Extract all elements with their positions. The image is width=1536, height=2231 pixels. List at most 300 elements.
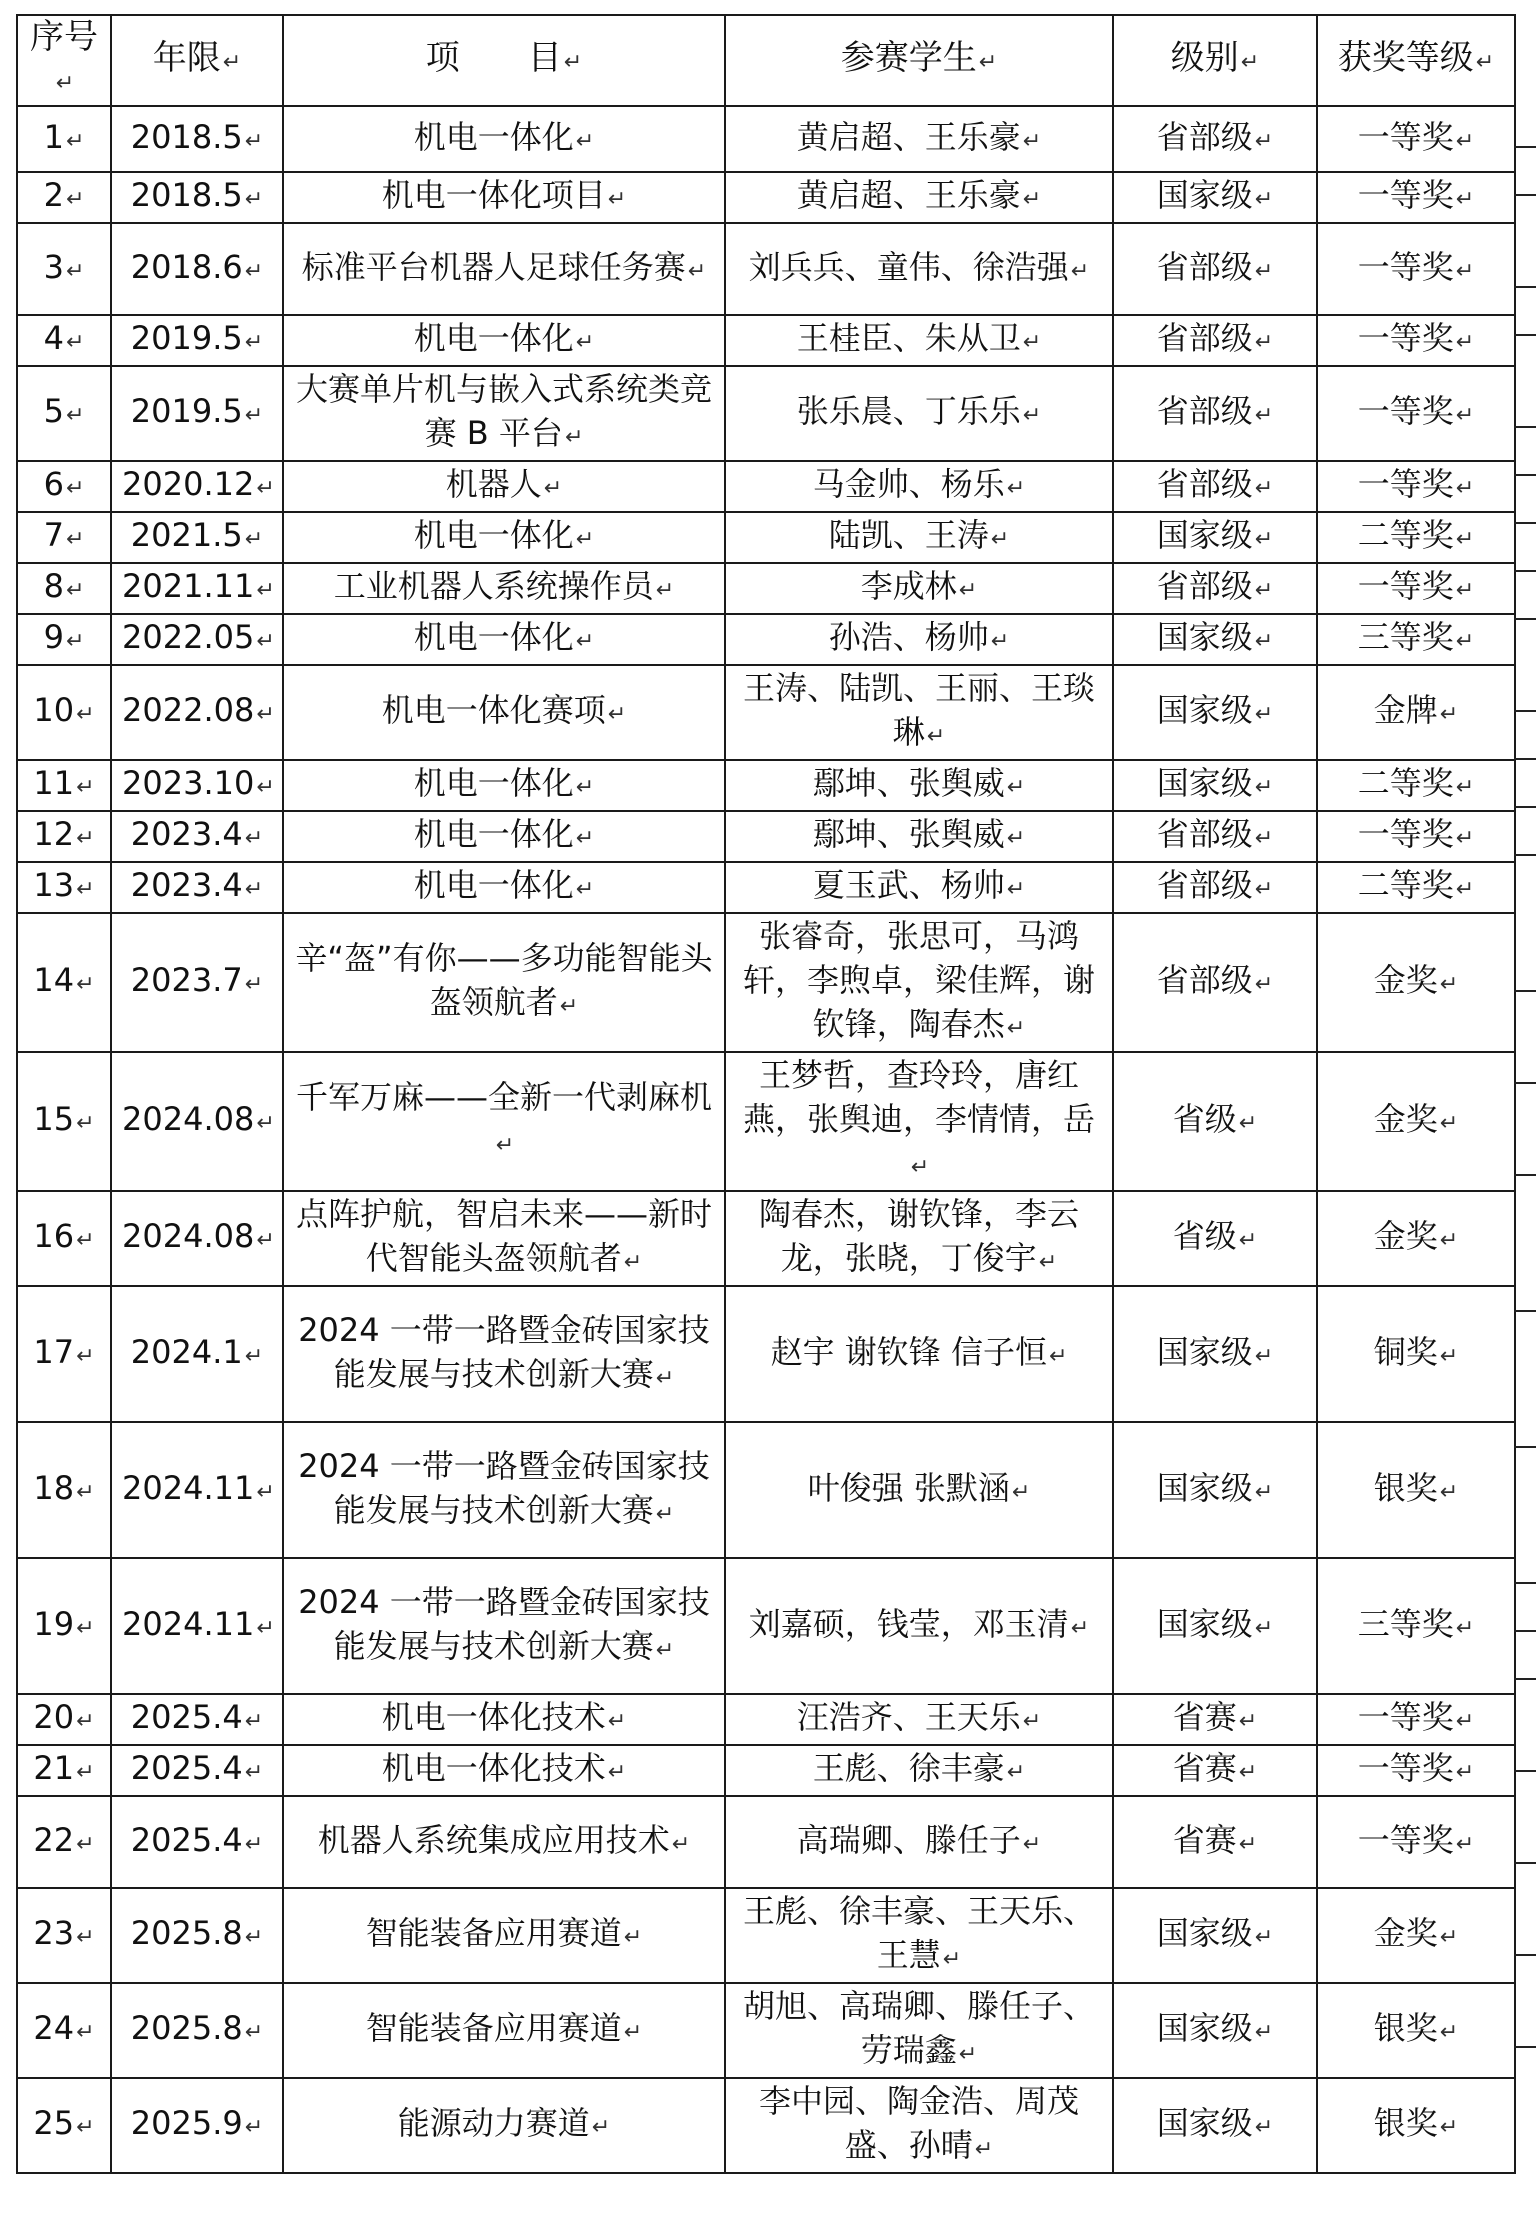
cell-students-text: 王梦哲，查玲玲，唐红燕，张舆迪，李情情，岳 xyxy=(742,1056,1095,1138)
paragraph-mark-icon: ↵ xyxy=(575,128,595,154)
cell-award-text: 金奖 xyxy=(1373,1217,1438,1255)
cell-project xyxy=(283,563,725,614)
paragraph-mark-icon: ↵ xyxy=(1455,1831,1475,1857)
cell-no-text: 1 xyxy=(43,117,64,156)
table-row xyxy=(17,1983,1515,2078)
cell-award xyxy=(1317,1052,1515,1191)
paragraph-mark-icon: ↵ xyxy=(974,2137,994,2162)
paragraph-mark-icon: ↵ xyxy=(1006,1760,1026,1785)
paragraph-mark-icon: ↵ xyxy=(1439,1343,1459,1369)
cell-students-text: 张睿奇，张思可，马鸿轩，李煦卓，梁佳辉，谢钦锋，陶春杰 xyxy=(742,917,1095,1043)
cell-date xyxy=(111,760,283,811)
header-cell-project: 项 目↵ xyxy=(283,15,725,106)
paragraph-mark-icon: ↵ xyxy=(1254,1479,1274,1505)
paragraph-mark-icon: ↵ xyxy=(1254,1925,1274,1950)
cell-students-text: 黄启超、王乐豪 xyxy=(796,176,1021,214)
cell-level-text: 国家级 xyxy=(1156,1914,1253,1952)
cell-award xyxy=(1317,223,1515,315)
table-row xyxy=(17,1558,1515,1694)
cell-no xyxy=(17,1694,111,1745)
paragraph-mark-icon: ↵ xyxy=(607,1760,627,1785)
paragraph-mark-icon: ↵ xyxy=(958,578,978,603)
paragraph-mark-icon: ↵ xyxy=(575,877,595,902)
cell-students xyxy=(725,811,1113,862)
cell-level-text: 省部级 xyxy=(1156,961,1253,999)
margin-tick xyxy=(1514,2046,1536,2048)
cell-project xyxy=(283,1422,725,1558)
cell-students xyxy=(725,1191,1113,1286)
paragraph-mark-icon: ↵ xyxy=(1439,1111,1459,1136)
margin-tick xyxy=(1514,522,1536,524)
cell-students-text: 叶俊强 张默涵 xyxy=(807,1468,1010,1507)
paragraph-mark-icon: ↵ xyxy=(244,972,264,997)
paragraph-mark-icon: ↵ xyxy=(1006,476,1026,501)
margin-tick xyxy=(1514,1174,1536,1176)
margin-tick xyxy=(1514,474,1536,476)
table-row xyxy=(17,172,1515,223)
paragraph-mark-icon: ↵ xyxy=(1455,775,1475,800)
cell-project-text: 机器人 xyxy=(445,465,542,503)
cell-students-text: 王涛、陆凯、王丽、王琰琳 xyxy=(742,669,1095,751)
cell-date-text: 2018.5 xyxy=(130,117,243,156)
paragraph-mark-icon: ↵ xyxy=(1439,702,1459,727)
cell-level xyxy=(1113,1888,1317,1983)
cell-award xyxy=(1317,1983,1515,2078)
paragraph-mark-icon: ↵ xyxy=(1455,403,1475,428)
cell-award-text: 一等奖 xyxy=(1357,567,1454,605)
paragraph-mark-icon: ↵ xyxy=(1238,1228,1258,1253)
cell-no xyxy=(17,862,111,913)
paragraph-mark-icon: ↵ xyxy=(623,2020,643,2045)
cell-level-text: 省赛 xyxy=(1172,1820,1237,1859)
cell-award-text: 二等奖 xyxy=(1357,516,1454,554)
paragraph-mark-icon: ↵ xyxy=(1439,1925,1459,1950)
cell-students-text: 赵宇 谢钦锋 信子恒 xyxy=(770,1332,1047,1371)
cell-project-text: 2024 一带一路暨金砖国家技能发展与技术创新大赛 xyxy=(298,1582,710,1665)
paragraph-mark-icon: ↵ xyxy=(76,1760,95,1785)
cell-date-text: 2021.11 xyxy=(122,567,255,605)
paragraph-mark-icon: ↵ xyxy=(575,629,595,654)
paragraph-mark-icon: ↵ xyxy=(76,775,95,800)
cell-level-text: 国家级 xyxy=(1156,2009,1253,2047)
cell-no-text: 16 xyxy=(33,1217,75,1255)
cell-award xyxy=(1317,1694,1515,1745)
cell-project xyxy=(283,106,725,172)
cell-no-text: 18 xyxy=(33,1468,75,1507)
paragraph-mark-icon: ↵ xyxy=(1254,476,1274,501)
cell-project xyxy=(283,1745,725,1796)
cell-project-text: 机电一体化赛项 xyxy=(381,691,606,729)
cell-level-text: 省部级 xyxy=(1156,567,1253,605)
cell-project xyxy=(283,1191,725,1286)
cell-no-text: 11 xyxy=(33,764,75,802)
cell-date xyxy=(111,1558,283,1694)
cell-no-text: 3 xyxy=(43,247,64,286)
cell-date xyxy=(111,2078,283,2173)
cell-students-text: 马金帅、杨乐 xyxy=(812,465,1005,503)
table-row xyxy=(17,1796,1515,1888)
cell-level xyxy=(1113,913,1317,1052)
paragraph-mark-icon: ↵ xyxy=(244,826,264,851)
cell-no-text: 6 xyxy=(43,465,64,503)
cell-award xyxy=(1317,665,1515,760)
cell-level xyxy=(1113,862,1317,913)
paragraph-mark-icon: ↵ xyxy=(1070,1615,1090,1641)
cell-project xyxy=(283,1796,725,1888)
cell-students xyxy=(725,1422,1113,1558)
margin-tick xyxy=(1514,1954,1536,1956)
cell-date xyxy=(111,1422,283,1558)
cell-level-text: 国家级 xyxy=(1156,618,1253,656)
paragraph-mark-icon: ↵ xyxy=(256,1111,275,1136)
margin-tick xyxy=(1514,146,1536,148)
paragraph-mark-icon: ↵ xyxy=(244,1925,264,1950)
cell-no xyxy=(17,315,111,366)
cell-no xyxy=(17,1983,111,2078)
cell-students xyxy=(725,1052,1113,1191)
margin-tick xyxy=(1514,286,1536,288)
cell-level xyxy=(1113,1796,1317,1888)
paragraph-mark-icon: ↵ xyxy=(76,1479,95,1505)
paragraph-mark-icon: ↵ xyxy=(256,476,275,501)
cell-date-text: 2025.9 xyxy=(130,2104,243,2142)
paragraph-mark-icon: ↵ xyxy=(76,1343,95,1369)
paragraph-mark-icon: ↵ xyxy=(559,994,579,1019)
cell-date xyxy=(111,1888,283,1983)
cell-level xyxy=(1113,614,1317,665)
cell-award-text: 一等奖 xyxy=(1357,1749,1454,1787)
cell-date xyxy=(111,1286,283,1422)
cell-date xyxy=(111,614,283,665)
document-page xyxy=(16,14,1516,2174)
cell-level-text: 省部级 xyxy=(1156,392,1253,430)
cell-project xyxy=(283,1286,725,1422)
cell-date-text: 2024.11 xyxy=(122,1468,255,1507)
cell-date xyxy=(111,366,283,461)
paragraph-mark-icon: ↵ xyxy=(1022,403,1042,428)
cell-no-text: 8 xyxy=(43,567,64,605)
cell-students-text: 黄启超、王乐豪 xyxy=(796,117,1021,156)
cell-students xyxy=(725,862,1113,913)
paragraph-mark-icon: ↵ xyxy=(1006,1016,1026,1041)
paragraph-mark-icon: ↵ xyxy=(687,258,707,284)
cell-level-text: 国家级 xyxy=(1156,1468,1253,1507)
cell-students xyxy=(725,563,1113,614)
paragraph-mark-icon: ↵ xyxy=(942,1947,962,1972)
cell-students xyxy=(725,1745,1113,1796)
cell-date-text: 2018.5 xyxy=(130,176,243,214)
paragraph-mark-icon: ↵ xyxy=(76,826,95,851)
paragraph-mark-icon: ↵ xyxy=(65,128,85,154)
cell-students xyxy=(725,2078,1113,2173)
paragraph-mark-icon: ↵ xyxy=(1455,258,1475,284)
cell-project-text: 机电一体化技术 xyxy=(381,1698,606,1736)
cell-students-text: 李中园、陶金浩、周茂盛、孙晴 xyxy=(758,2082,1079,2164)
cell-no-text: 14 xyxy=(33,961,75,999)
table-row xyxy=(17,1422,1515,1558)
table-row xyxy=(17,1745,1515,1796)
cell-no-text: 7 xyxy=(43,516,64,554)
cell-date-text: 2023.4 xyxy=(130,866,243,904)
cell-date-text: 2025.4 xyxy=(130,1698,243,1736)
paragraph-mark-icon: ↵ xyxy=(1022,128,1042,154)
cell-project-text: 能源动力赛道 xyxy=(397,2104,590,2142)
paragraph-mark-icon: ↵ xyxy=(607,702,627,727)
paragraph-mark-icon: ↵ xyxy=(65,476,85,501)
paragraph-mark-icon: ↵ xyxy=(910,1155,930,1180)
cell-project xyxy=(283,760,725,811)
cell-project-text: 机电一体化 xyxy=(413,866,574,904)
cell-no-text: 20 xyxy=(33,1698,75,1736)
cell-project-text: 2024 一带一路暨金砖国家技能发展与技术创新大赛 xyxy=(298,1310,710,1393)
cell-award-text: 三等奖 xyxy=(1357,1604,1454,1643)
cell-date xyxy=(111,1983,283,2078)
paragraph-mark-icon: ↵ xyxy=(65,527,85,552)
cell-award xyxy=(1317,461,1515,512)
table-body xyxy=(17,106,1515,2173)
margin-tick xyxy=(1514,854,1536,856)
cell-project-text: 2024 一带一路暨金砖国家技能发展与技术创新大赛 xyxy=(298,1446,710,1529)
cell-level-text: 省部级 xyxy=(1156,117,1253,156)
cell-no-text: 4 xyxy=(43,319,64,357)
paragraph-mark-icon: ↵ xyxy=(1254,330,1274,355)
cell-level-text: 省部级 xyxy=(1156,815,1253,853)
cell-project-text: 点阵护航，智启未来——新时代智能头盔领航者 xyxy=(295,1195,712,1277)
paragraph-mark-icon: ↵ xyxy=(1254,972,1274,997)
cell-date xyxy=(111,913,283,1052)
cell-award-text: 银奖 xyxy=(1373,2104,1438,2142)
paragraph-mark-icon: ↵ xyxy=(244,128,264,154)
paragraph-mark-icon: ↵ xyxy=(65,629,85,654)
paragraph-mark-icon: ↵ xyxy=(1455,476,1475,501)
cell-no xyxy=(17,512,111,563)
paragraph-mark-icon: ↵ xyxy=(65,187,85,212)
paragraph-mark-icon: ↵ xyxy=(1455,1615,1475,1641)
paragraph-mark-icon: ↵ xyxy=(76,2115,95,2140)
cell-project xyxy=(283,223,725,315)
paragraph-mark-icon: ↵ xyxy=(244,1831,264,1857)
cell-project xyxy=(283,512,725,563)
paragraph-mark-icon: ↵ xyxy=(244,330,264,355)
paragraph-mark-icon: ↵ xyxy=(76,1615,95,1641)
cell-level-text: 国家级 xyxy=(1156,176,1253,214)
cell-no-text: 2 xyxy=(43,176,64,214)
cell-award xyxy=(1317,1888,1515,1983)
cell-date xyxy=(111,1052,283,1191)
table-row xyxy=(17,223,1515,315)
margin-tick xyxy=(1514,1862,1536,1864)
paragraph-mark-icon: ↵ xyxy=(671,1831,691,1857)
cell-award-text: 二等奖 xyxy=(1357,866,1454,904)
table-row xyxy=(17,461,1515,512)
cell-no-text: 17 xyxy=(33,1332,75,1371)
header-cell-award: 获奖等级↵ xyxy=(1317,15,1515,106)
cell-project xyxy=(283,862,725,913)
paragraph-mark-icon: ↵ xyxy=(655,1365,675,1391)
paragraph-mark-icon: ↵ xyxy=(1254,877,1274,902)
paragraph-mark-icon: ↵ xyxy=(607,1709,627,1734)
cell-no xyxy=(17,760,111,811)
cell-project xyxy=(283,1983,725,2078)
cell-level-text: 省部级 xyxy=(1156,465,1253,503)
paragraph-mark-icon: ↵ xyxy=(1254,128,1274,154)
cell-date-text: 2024.08 xyxy=(122,1100,255,1138)
cell-date-text: 2024.11 xyxy=(122,1604,255,1643)
cell-award-text: 银奖 xyxy=(1373,1468,1438,1507)
cell-level xyxy=(1113,1422,1317,1558)
cell-no xyxy=(17,106,111,172)
cell-award-text: 金奖 xyxy=(1373,1100,1438,1138)
paragraph-mark-icon: ↵ xyxy=(1048,1343,1068,1369)
cell-students-text: 刘嘉硕，钱莹，邓玉清 xyxy=(748,1604,1069,1643)
cell-no xyxy=(17,1422,111,1558)
paragraph-mark-icon: ↵ xyxy=(76,1709,95,1734)
cell-date-text: 2023.4 xyxy=(130,815,243,853)
cell-students xyxy=(725,366,1113,461)
paragraph-mark-icon: ↵ xyxy=(1455,1709,1475,1734)
cell-award-text: 一等奖 xyxy=(1357,1698,1454,1736)
margin-tick xyxy=(1514,426,1536,428)
cell-students-text: 高瑞卿、滕任子 xyxy=(796,1820,1021,1859)
paragraph-mark-icon: ↵ xyxy=(1006,775,1026,800)
cell-no-text: 24 xyxy=(33,2009,75,2047)
cell-project-text: 标准平台机器人足球任务赛 xyxy=(301,247,686,286)
paragraph-mark-icon: ↵ xyxy=(1455,187,1475,212)
cell-award xyxy=(1317,811,1515,862)
cell-students xyxy=(725,512,1113,563)
cell-award xyxy=(1317,1558,1515,1694)
cell-level-text: 国家级 xyxy=(1156,516,1253,554)
paragraph-mark-icon: ↵ xyxy=(495,1133,515,1158)
table-row xyxy=(17,1888,1515,1983)
paragraph-mark-icon: ↵ xyxy=(1455,826,1475,851)
cell-level-text: 省级 xyxy=(1172,1217,1237,1255)
cell-students xyxy=(725,106,1113,172)
cell-no-text: 9 xyxy=(43,618,64,656)
cell-date-text: 2025.8 xyxy=(130,2009,243,2047)
cell-project-text: 千军万麻——全新一代剥麻机 xyxy=(295,1078,712,1116)
paragraph-mark-icon: ↵ xyxy=(1254,527,1274,552)
cell-level xyxy=(1113,1558,1317,1694)
cell-date xyxy=(111,862,283,913)
table-row xyxy=(17,563,1515,614)
cell-level xyxy=(1113,1286,1317,1422)
cell-students-text: 王彪、徐丰豪、王天乐、王慧 xyxy=(742,1892,1095,1974)
cell-no-text: 22 xyxy=(33,1820,75,1859)
cell-award xyxy=(1317,913,1515,1052)
cell-date-text: 2025.8 xyxy=(130,1914,243,1952)
cell-date-text: 2024.08 xyxy=(122,1217,255,1255)
paragraph-mark-icon: ↵ xyxy=(76,1831,95,1857)
cell-students xyxy=(725,614,1113,665)
cell-students xyxy=(725,1286,1113,1422)
table-row xyxy=(17,1286,1515,1422)
cell-no xyxy=(17,563,111,614)
paragraph-mark-icon: ↵ xyxy=(244,2115,264,2140)
cell-award-text: 银奖 xyxy=(1373,2009,1438,2047)
paragraph-mark-icon: ↵ xyxy=(256,702,275,727)
cell-date xyxy=(111,512,283,563)
paragraph-mark-icon: ↵ xyxy=(623,1250,643,1275)
cell-award xyxy=(1317,2078,1515,2173)
cell-date-text: 2021.5 xyxy=(130,516,243,554)
cell-date xyxy=(111,1796,283,1888)
margin-tick xyxy=(1514,1082,1536,1084)
cell-project xyxy=(283,913,725,1052)
cell-project-text: 机器人系统集成应用技术 xyxy=(317,1820,670,1859)
margin-tick xyxy=(1514,1582,1536,1584)
cell-no-text: 19 xyxy=(33,1604,75,1643)
cell-award xyxy=(1317,1422,1515,1558)
paragraph-mark-icon: ↵ xyxy=(76,1925,95,1950)
paragraph-mark-icon: ↵ xyxy=(623,1925,643,1950)
paragraph-mark-icon: ↵ xyxy=(926,724,946,749)
cell-project-text: 机电一体化 xyxy=(413,815,574,853)
margin-tick xyxy=(1514,806,1536,808)
cell-level-text: 国家级 xyxy=(1156,1332,1253,1371)
cell-project-text: 辛“盔”有你——多功能智能头盔领航者 xyxy=(295,939,713,1021)
paragraph-mark-icon: ↵ xyxy=(1254,629,1274,654)
cell-project xyxy=(283,2078,725,2173)
paragraph-mark-icon: ↵ xyxy=(256,629,275,654)
table-row xyxy=(17,1694,1515,1745)
paragraph-mark-icon: ↵ xyxy=(1006,826,1026,851)
cell-project-text: 机电一体化 xyxy=(413,618,574,656)
cell-award-text: 一等奖 xyxy=(1357,1820,1454,1859)
cell-date-text: 2022.08 xyxy=(122,691,255,729)
paragraph-mark-icon: ↵ xyxy=(1254,1615,1274,1641)
cell-award-text: 一等奖 xyxy=(1357,176,1454,214)
cell-level xyxy=(1113,223,1317,315)
header-cell-no: 序号↵ xyxy=(17,15,111,106)
paragraph-mark-icon: ↵ xyxy=(607,187,627,212)
paragraph-mark-icon: ↵ xyxy=(1238,1709,1258,1734)
paragraph-mark-icon: ↵ xyxy=(1238,1760,1258,1785)
paragraph-mark-icon: ↵ xyxy=(76,2020,95,2045)
cell-no xyxy=(17,811,111,862)
cell-students xyxy=(725,1796,1113,1888)
cell-students xyxy=(725,1694,1113,1745)
cell-award-text: 一等奖 xyxy=(1357,319,1454,357)
cell-level xyxy=(1113,1983,1317,2078)
cell-students-text: 孙浩、杨帅 xyxy=(828,618,989,656)
cell-level-text: 国家级 xyxy=(1156,2104,1253,2142)
paragraph-mark-icon: ↵ xyxy=(76,1228,95,1253)
cell-students xyxy=(725,665,1113,760)
cell-project xyxy=(283,1694,725,1745)
paragraph-mark-icon: ↵ xyxy=(1070,258,1090,284)
cell-level-text: 省赛 xyxy=(1172,1698,1237,1736)
cell-date-text: 2018.6 xyxy=(130,247,243,286)
header-cell-level: 级别↵ xyxy=(1113,15,1317,106)
table-row xyxy=(17,106,1515,172)
cell-no-text: 21 xyxy=(33,1749,75,1787)
cell-level-text: 省赛 xyxy=(1172,1749,1237,1787)
cell-level xyxy=(1113,172,1317,223)
cell-date xyxy=(111,1745,283,1796)
table-row xyxy=(17,862,1515,913)
cell-no-text: 15 xyxy=(33,1100,75,1138)
cell-award xyxy=(1317,366,1515,461)
cell-no xyxy=(17,1888,111,1983)
paragraph-mark-icon: ↵ xyxy=(65,578,85,603)
cell-students xyxy=(725,1983,1113,2078)
cell-project-text: 智能装备应用赛道 xyxy=(365,2009,622,2047)
cell-level xyxy=(1113,1694,1317,1745)
paragraph-mark-icon: ↵ xyxy=(655,1637,675,1663)
paragraph-mark-icon: ↵ xyxy=(1006,877,1026,902)
cell-students-text: 鄢坤、张舆威 xyxy=(812,815,1005,853)
